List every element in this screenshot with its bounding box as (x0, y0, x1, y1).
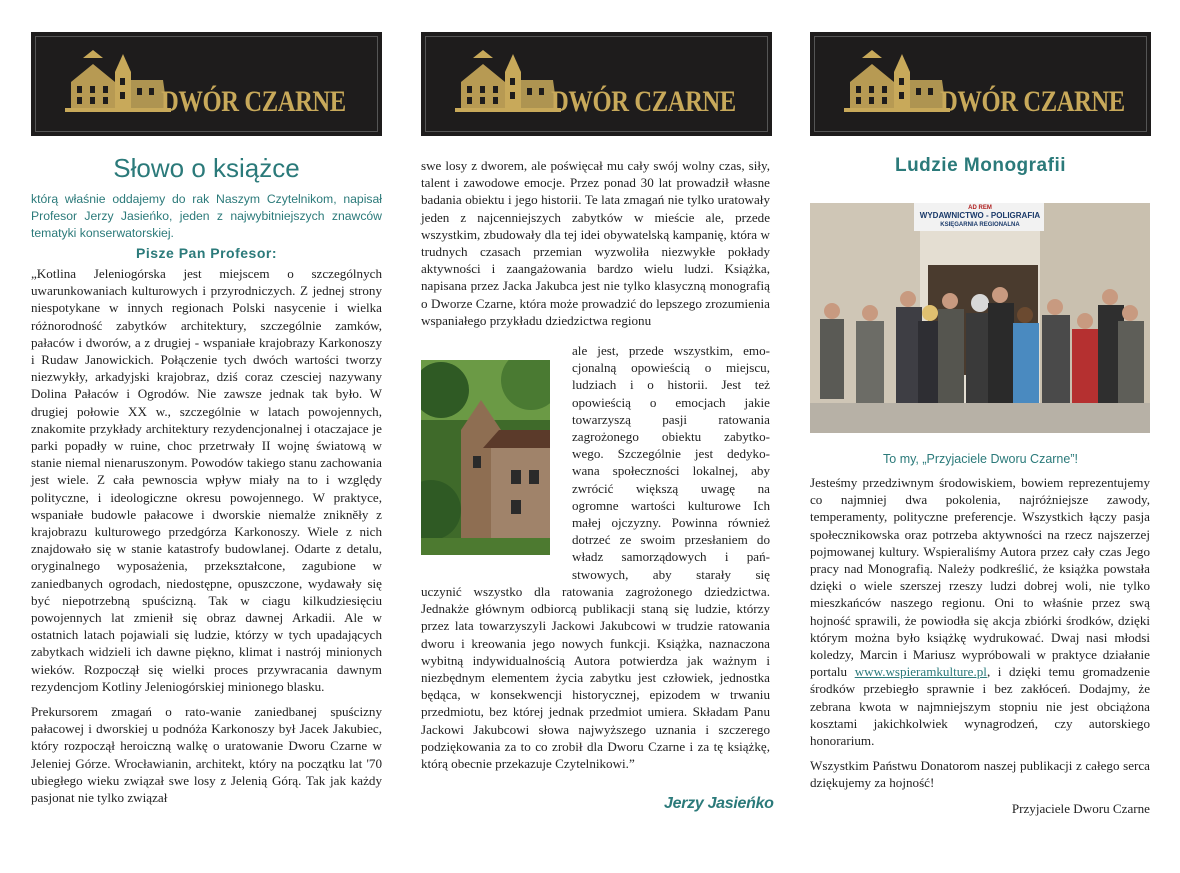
manor-logo-icon (453, 46, 563, 116)
manor-logo-icon (842, 46, 952, 116)
brand-wordmark: DWÓR CZARNE (161, 85, 346, 118)
text-line: ludziach i o historii. Jest też (572, 377, 770, 393)
paragraph-part: , i dzięki temu gromadzenie środków przebiegło sprawnie i bez zakłóceń. Dodajmy, że zebrana kwota w najmniejszym stopniu nie jest obciążona kosztami jakichkolwiek wynagrodzeń, czy autorskiego honorarium. (810, 664, 1150, 749)
page-title: Słowo o książce (113, 153, 300, 183)
sign-line-2: KSIĘGARNIA REGIONALNA (940, 222, 1020, 228)
col1-body (31, 265, 382, 806)
paragraph: „Kotlina Jeleniogórska jest miejscem o szczególnych uwarunkowaniach kulturowych i przyrodniczych. Z jednej strony niespotykane w innych regionach Polski nasycenie i wielka różnorodność zabytków architektury, szczególnie zamków, pałaców i dworów, a z drugiej - wspaniałe krajobrazy Karkonoszy i Rudaw Janowickich. Połączenie tych dwóch wartości tworzy niezwykły, arkadyjski krajobraz, dziś coraz czesciej nazywany Dolina Pałaców i Ogrodów. Nie zawsze jednak tak było. W drugiej połowie XX w., szczególnie w latach powojennych, znakomite przykłady architektury rezydencjonalnej i otaczajace je parki popadły w ruine, choc przetrwały II wojnę światową w stanie niemal nienaruszonym. Powodów takiego stanu zachowania jest wiele. Z cała pewnoscia wpływ miały na to i względy polityczne, i ideologiczne okresu powojennego. W praktyce, wspaniałe budowle pałacowe i dworskie niemalże znikněły z krajobrazu kulturowego przedgórza Karkonoszy. Wiele z nich znajdowało się w stanie katastrofy budowlanej. Odarte z detalu, oryginalnego wyposażenia, przekształcone, zagubione w zaniedbanych ogrodach, niedostępne, opuszczone, wydawały się być niepotrzebną spuścizną. Tak w ciagu kilkudziesięciu powojennych lat zmienił się obraz dawnej Arkadii. Ale w ostatnich latach pojawiali się ludzie, którzy w tych upadających zabytkach widzieli ich dawne piękno, klimat i nastrój minionych wieków. Rozpoczął się wielki proces przywracania dawnym rezydencjom Kotliny Jeleniogórskiej minionego blasku. (31, 266, 382, 694)
paragraph (810, 474, 1150, 749)
portal-link[interactable]: www.wspieramkulture.pl (854, 664, 987, 680)
paragraph-part: Jesteśmy przedziwnym środowiskiem, bowiem reprezentujemy co najmniej dwa pokolenia, najróżniejsze zawody, temperamenty, polityczne preferencje. Wszystkich łączy pasja społecznikowska oraz potrzeba aktywności na rzecz najszerzej pojmowanej kultury. Wspieraliśmy Autora przez cały czas Jego pracy nad Monografią. Należy podkreślić, że książka powstała dzięki o wiele szerszej rzeszy ludzi dobrej woli, nie tylko mieszkańców naszego regionu. Oni to właśnie przez swą hojność sprawili, że powiodła się akcja zbiórki środków, dzięki którym można było książkę wydrukować. Dwaj nasi młodsi koledzy, Marcin i Mariusz wypróbowali w praktyce działanie portalu (810, 475, 1150, 680)
text-line: zwrócić większą uwagę na (572, 480, 770, 496)
col3-body (810, 474, 1150, 817)
author-signature: Jerzy Jasieńko (664, 795, 774, 812)
photo-caption: To my, „Przyjaciele Dworu Czarne”! (883, 452, 1078, 466)
text-line: stwowych, aby starały się (572, 566, 770, 582)
shop-sign (918, 205, 1042, 229)
intro-text: którą właśnie oddajemy do rak Naszym Czytelnikom, napisał Profesor Jerzy Jasieńko, jeden z najwybitniejszych znawców tematyki konserwatorskiej. (31, 192, 382, 241)
banner-col3 (810, 32, 1151, 136)
closing-signature: Przyjaciele Dworu Czarne (1011, 800, 1150, 816)
text-line: ale jest, przede wszystkim, emo- (572, 343, 770, 358)
banner-col1 (31, 32, 382, 136)
text-line: wana społeczności lokalnej, aby (572, 463, 770, 479)
text-line: cjonalną opowieścią o miejscu, (572, 360, 770, 376)
section-title: Ludzie Monografii (894, 155, 1067, 176)
text-line: opowieścią o emocjach jakie (572, 394, 770, 410)
col2-body-bottom: uczynić wszystko dla ratowania zagrożonego dziedzictwa. Jednakże głównym odbiorcą publikacji staną się ludzie, którzy przez lata towarzyszyli Jackowi Jakubcowi w trudzie ratowania dworu i kreowania jego nowych funkcji. Książka, naznaczona wybitną indywidualnością Autora potwierdza jak ważnym i niezbędnym elementem życia zabytku jest człowiek, jednostka będąca, w konsekwencji historycznej, epizodem w trwaniu przedmiotu, bez której jednak przedmiot umiera. Składam Panu Jackowi Jakubcowi słowa najwyższego uznania i szczerego podziękowania za to co zrobił dla Dworu Czarne i za tę książkę, którą obecnie przekazuje Czytelnikowi.” (421, 584, 770, 772)
group-photo (810, 203, 1150, 433)
text-line: małej ojczyzny. Powinna również (572, 515, 770, 531)
text-line: towarzyszą pasji ratowania (572, 411, 770, 427)
text-line: dotrzeć ze swoim przesłaniem do (572, 532, 770, 548)
manor-logo-icon (63, 46, 173, 116)
section-subtitle: Pisze Pan Profesor: (136, 245, 277, 261)
paragraph: Prekursorem zmagań o rato-wanie zaniedbanej spuścizny pałacowej i dworskiej u podnóża Karkonoszy był Jacek Jakubiec, który rozpoczął heroiczną walkę o uratowanie Dworu Czarne w Jeleniej Górze. Wrocławianin, architekt, który na początku lat '70 ubiegłego wieku związał swe losy z Jelenią Górą. Tak jak każdy pasjonat nie tylko związał (31, 704, 382, 806)
paragraph: Wszystkim Państwu Donatorom naszej publikacji z całego serca dziękujemy za hojność! (810, 758, 1150, 791)
sign-line-1: WYDAWNICTWO - POLIGRAFIA (919, 211, 1041, 220)
text-line: zagrożonego obiektu zabytko- (572, 429, 770, 445)
brand-wordmark: DWÓR CZARNE (551, 85, 736, 118)
sign-small-label: AD REM (968, 205, 992, 211)
col2-wrap-text (572, 342, 770, 583)
tower-photo (421, 360, 550, 555)
text-line: wego. Szczególnie jest dedyko- (572, 446, 770, 462)
text-line: ogromne wartości kulturowe Ich (572, 497, 770, 513)
col2-body-top: swe losy z dworem, ale poświęcał mu cały swój wolny czas, siły, talent i zawodowe emocje. Przez ponad 30 lat prowadził własne badania obiektu i jego historii. Te lata zmagań nie tylko uratowały jeden z najcenniejszych zabytków w mieście ale, przede wszystkim, zbudowały dla tej idei obywatelską kampanię, która w trudnych czasach przemian wyzwoliła niezwykłe pokłady aktywności i zaangażowania bardzo wielu ludzi. Książka, napisana przez Jacka Jakubca jest nie tylko klasyczną monografią o Dworze Czarne, która może prowadzić do lepszego zrozumienia wspaniałego przykładu dziedzictwa regionu (421, 158, 770, 328)
text-line: władz samorządowych i pań- (572, 549, 770, 565)
banner-col2 (421, 32, 772, 136)
brand-wordmark: DWÓR CZARNE (940, 85, 1125, 118)
